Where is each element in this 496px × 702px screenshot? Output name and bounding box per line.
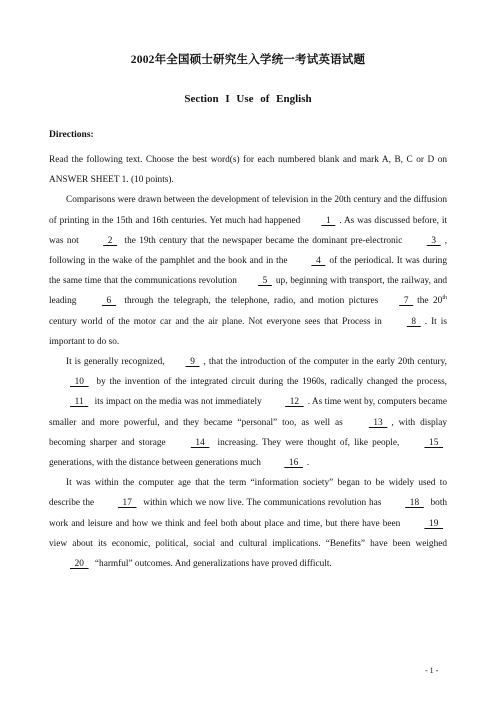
- text-run: . It is important to do so.: [49, 316, 447, 347]
- blank-15: 15: [424, 437, 443, 448]
- exam-title: 2002年全国硕士研究生入学统一考试英语试题: [130, 54, 366, 66]
- text-run: Comparisons were drawn between the development of television in the 20th century and the diffusion of printing in the 15th and 16th centuries. Yet much had happened: [49, 195, 447, 226]
- blank-17: 17: [117, 498, 137, 509]
- blank-4: 4: [311, 256, 326, 267]
- text-run: It is generally recognized,: [66, 357, 165, 368]
- blank-5: 5: [257, 276, 272, 287]
- paragraph-1: [49, 190, 447, 352]
- superscript-th: th: [442, 295, 448, 302]
- blank-10: 10: [70, 377, 89, 388]
- blank-16: 16: [284, 458, 303, 469]
- text-run: . As was discussed before, it was not: [49, 215, 447, 246]
- text-run: It was within the computer age that the term “information society” began to be widely used to describe the: [49, 478, 447, 509]
- text-run: “harmful” outcomes. And generalizations have proved difficult.: [94, 559, 332, 570]
- directions-label: Directions:: [49, 130, 94, 140]
- blank-12: 12: [285, 397, 304, 408]
- blank-7: 7: [399, 296, 414, 307]
- blank-9: 9: [185, 357, 200, 368]
- text-run: of the periodical. It was during the same time that the communications revolution: [49, 256, 447, 287]
- text-run: century world of the motor car and the air plane. Not everyone sees that Process in: [49, 316, 382, 327]
- blank-2: 2: [103, 235, 118, 246]
- text-run: up, beginning with transport, the railway, and leading: [49, 276, 447, 307]
- text-run: .: [306, 458, 310, 469]
- blank-20: 20: [70, 559, 89, 570]
- text-run: increasing. They were thought of, like people,: [217, 437, 400, 448]
- text-run: through the telegraph, the telephone, radio, and motion pictures: [124, 296, 379, 307]
- text-run: both work and leisure and how we think and feel both about place and time, but there have been: [49, 498, 448, 529]
- blank-3: 3: [426, 235, 441, 246]
- text-run: , with display becoming sharper and storage: [49, 417, 448, 448]
- text-run: , that the introduction of the computer in the early 20th century,: [203, 357, 448, 368]
- page-number: - 1 -: [425, 666, 439, 675]
- blank-6: 6: [101, 296, 116, 307]
- blank-11: 11: [70, 397, 89, 408]
- directions-text: Read the following text. Choose the best word(s) for each numbered blank and mark A, B, C or D on ANSWER SHEET 1. (10 points).: [49, 155, 447, 186]
- text-run: generations, with the distance between generations much: [49, 458, 261, 469]
- text-run: . As time went by, computers became smaller and more powerful, and they became “personal” too, as well as: [49, 397, 447, 428]
- blank-8: 8: [406, 316, 421, 327]
- text-run: the 20: [417, 296, 443, 307]
- text-run: by the invention of the integrated circuit during the 1960s, radically changed the process,: [96, 377, 448, 388]
- text-run: its impact on the media was not immediately: [94, 397, 262, 408]
- blank-14: 14: [190, 437, 210, 448]
- paragraph-3: [49, 473, 447, 574]
- text-run: within which we now live. The communications revolution has: [143, 498, 382, 509]
- text-run: , following in the wake of the pamphlet and the book and in the: [49, 235, 448, 267]
- blank-1: 1: [321, 215, 336, 226]
- section-heading: Section I Use of English: [184, 93, 312, 105]
- blank-19: 19: [424, 518, 443, 529]
- blank-13: 13: [368, 417, 388, 428]
- paragraph-2: [49, 352, 447, 473]
- blank-18: 18: [405, 498, 424, 509]
- text-run: the 19th century that the newspaper became the dominant pre-electronic: [124, 235, 403, 246]
- passage-body: [49, 150, 447, 574]
- text-run: view about its economic, political, social and cultural implications. “Benefits” have been weighed: [49, 538, 447, 549]
